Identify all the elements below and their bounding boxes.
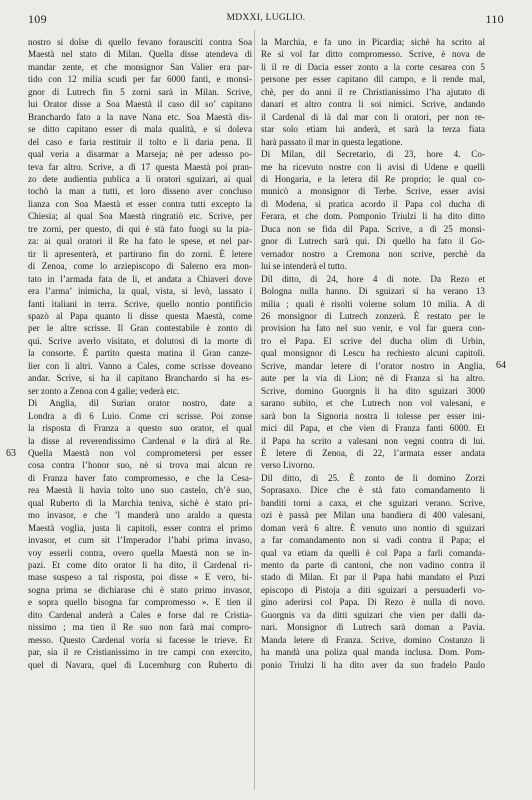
text-line: harà passato il mar in questa legatione. xyxy=(261,136,403,147)
text-line: mandar zente, et che monsignor San Valier era par- xyxy=(28,61,252,72)
column-divider xyxy=(254,30,255,790)
text-line: qual va etiam da quelli è col Papa a farli comanda- xyxy=(261,547,485,558)
right-page-number: 110 xyxy=(485,12,504,26)
text-line: teva far altro. Scrive, a dì 17 questa Maestà poi pran- xyxy=(28,161,252,172)
text-line: ponio Triulzi li ha dito aver da suo fradelo Paulo xyxy=(261,659,485,670)
text-line: il Cardenal di là dal mar con li oratori, per non re- xyxy=(261,111,485,122)
text-line: qual Ruberto di la Marchia teniva, sichè è stato pri- xyxy=(28,497,252,508)
text-line: ha mandà una poliza qual manda inclusa. Dom. Pom- xyxy=(261,647,485,658)
text-line: Ferara, et che dom. Pomponio Triulzi li ha dito ditto xyxy=(261,211,485,222)
text-line: sarà bon la Signoria nostra li tolesse per esser ini- xyxy=(261,410,485,421)
text-line: lui se intenderà el tutto. xyxy=(261,261,347,272)
text-line: tre zorni, per questo, di qui è stà fato fuogi su la pia- xyxy=(28,223,252,234)
text-line: li il re di Dacia esser zonto a la corte cesarea con 5 xyxy=(261,61,485,72)
text-line: municò a monsignor di Terbe. Scrive, esser avisi xyxy=(261,186,485,197)
text-line: Londra a dì 6 Luio. Come cri scrisse. Poi zonse xyxy=(28,410,252,421)
text-line: star solo etiam lui anderà, et sarà la terza fiata xyxy=(261,124,485,135)
text-line: vernador nostro a Cremona non scrive, perchè da xyxy=(261,248,485,259)
text-line: voy esserli contra, overo quella Maestà non se in- xyxy=(28,547,252,558)
running-head: MDXXI, LUGLIO. xyxy=(226,13,306,23)
text-line: mento da parte di cantoni, che non vadino contra il xyxy=(261,560,485,571)
text-line: nostro si dolse di quello fevano forausciti contra Soa xyxy=(28,37,252,47)
text-line: se ditto capitano esser di mala qualità, e si doleva xyxy=(28,124,252,135)
text-line: spazò al Papa quanto li disse questa Maestà, come xyxy=(28,310,252,321)
text-line: di Hongaria, e la letera dil Re proprio; le qual co- xyxy=(261,173,485,184)
text-line: invasor, et cum sit l’Imperador l’habi prima invaso, xyxy=(28,535,252,546)
text-line: tir li apresenterà, et partirano fin do zorni. È letere xyxy=(28,248,252,259)
text-line: mase suspeso a tal risposta, poi disse « E vero, bi- xyxy=(28,572,252,583)
text-line: Re si vol far ditto compromesso. Scrive, è nova de xyxy=(261,49,485,60)
text-line: tato in l’armada fata de li, et andata a Chiaveri dove xyxy=(28,273,252,284)
text-line: aute per la via di Lion; nè di Franza si ha altro. xyxy=(261,373,485,384)
right-column xyxy=(261,36,485,671)
left-column xyxy=(28,36,252,671)
text-line: per le altre scrisse. Il Gran contestabile è zonto di xyxy=(28,323,252,334)
text-line: tochò la man a tutti, et loro disseno aver concluso xyxy=(28,186,252,197)
text-line: Maestà voglia, justa li capitoli, esser contra el primo xyxy=(28,522,252,533)
text-line: nari. Monsignor di Lutrech sarà doman a Pavia. xyxy=(261,622,485,633)
text-line: ozi è passà per Milan una bandiera di 400 valesani, xyxy=(261,510,485,521)
text-line: sogna prima se dichiarase chi è stato primo invasor, xyxy=(28,584,252,595)
text-line: È letere di Zenoa, di 22, l’armata esser andata xyxy=(261,447,485,458)
text-line: Bologna nulla hanno. Di sguizari si ha verano 13 xyxy=(261,286,485,297)
text-line: 26 monsignor di Lutrech zonzerà. È restato per le xyxy=(261,310,485,321)
text-line: di Franza haver fato compromesso, e che la Cesa- xyxy=(28,472,252,483)
text-line: doman verà 6 altre. È venuto uno nontio di sguizari xyxy=(261,522,485,533)
text-line: di Zenoa, come lo arziepiscopo di Salerno era mon- xyxy=(28,261,252,272)
text-line: era l’arma’ inimicha, la qual, vista, si levò, lassato i xyxy=(28,286,252,297)
text-line: lui Orator disse a Soa Maestà il caso dil so’ capitano xyxy=(28,99,252,110)
text-line: e sopra quello bisogna far compromesso ». E tien il xyxy=(28,597,252,608)
text-line: mo invasor, e che ’l manderà uno araldo a questa xyxy=(28,510,252,521)
text-line: la Marchia, e fa uno in Picardia; sichè ha scrito al xyxy=(261,37,485,47)
text-line: par, sia il re Cristianissimo in tre campi con exercito, xyxy=(28,647,252,658)
text-line: gino aderirsi col Papa. Di Rezo è nulla di novo. xyxy=(261,597,485,608)
text-line: stado di Milan. Et par il Papa habi mandato el Puzi xyxy=(261,572,485,583)
text-line: ser zonto a Zenoa con 4 galie; vederà etc. xyxy=(28,385,180,396)
text-line: lianza con Soa Maestà et esser contra tutti excepto la xyxy=(28,198,252,209)
text-line: Maestà nel stato di Milan. Quella disse atendeva di xyxy=(28,49,252,60)
text-line: Dil ditto, di 25. È zonto de li domino Zorzi xyxy=(261,472,485,483)
text-line: cosa contra l’honor suo, nè si trova mai alcun re xyxy=(28,460,252,471)
text-line: persone per esser capitano dil campo, e li rende mal, xyxy=(261,74,485,85)
text-line: Di Milan, dil Secretario, di 23, hore 4. Co- xyxy=(261,149,485,160)
text-line: Branchardo fato a la nave Nana etc. Soa Maestà dis- xyxy=(28,111,252,122)
left-page-number: 109 xyxy=(28,12,47,26)
text-line: Guorgnis va da ditti sguizari che vien per dalli da- xyxy=(261,609,485,620)
text-line: episcopo di Pistoja a diti sguizari a persuaderli vo- xyxy=(261,584,485,595)
text-line: Scrive, mandar letere di l’orator nostro in Anglia, xyxy=(261,360,485,371)
page-header xyxy=(22,12,510,28)
text-line: la risposta di Franza a questo suo orator, el qual xyxy=(28,423,252,434)
text-line: il Papa ha scrito a valesani non vegni contra di lui. xyxy=(261,435,485,446)
text-line: Duca non se fida dil Papa. Scrive, a dì 25 monsi- xyxy=(261,223,485,234)
text-line: di Modena, si pratica acordo il Papa col ducha di xyxy=(261,198,485,209)
text-line: Di Anglia, dil Surian orator nostro, date a xyxy=(28,398,252,409)
text-line: milia ; quali è risolti volerne solum 10 milia. A dì xyxy=(261,298,485,309)
text-line: andar. Scrive, si ha il capitano Branchardo si ha es- xyxy=(28,373,252,384)
text-line: tro el Papa. El scrive del ducha olim di Urbin, xyxy=(261,335,485,346)
text-line: me ha ricevuto nostre con li avisi di Udene e quelli xyxy=(261,161,485,172)
text-line: qual monsignor di Lescu ha rechiesto alcuni capitoli. xyxy=(261,348,485,359)
margin-note-right: 64 xyxy=(496,360,506,371)
margin-note-left: 63 xyxy=(6,448,16,459)
text-line: pazi. Et come dito orator li ha dito, il Cardenal ri- xyxy=(28,560,252,571)
text-line: chè, per do anni il re Christianissimo l’ha ajutato di xyxy=(261,86,485,97)
text-line: gnor di Lutrech sarà qui. Di quello ha fato il Go- xyxy=(261,236,485,247)
text-line: tido con 12 milia scudi per far 6000 fanti, e monsi- xyxy=(28,74,252,85)
text-line: qui. Scrive averlo visitato, et dolutosi di la morte di xyxy=(28,335,252,346)
text-line: dito Cardenal anderà a Cales e forse dal re Cristia- xyxy=(28,609,252,620)
text-line: Dil ditto, di 24, hore 4 di note. Da Rezo et xyxy=(261,273,485,284)
text-line: rea Maestà li havia tolto uno suo castelo, ch’è suo, xyxy=(28,485,252,496)
text-line: fanti italiani in terra. Scrive, quello nontio pontificio xyxy=(28,298,252,309)
text-line: sarano subito, et che Lutrech non vol valesani, e xyxy=(261,398,485,409)
text-line: zo dete audientia publica a li oratori sguizari, ai qual xyxy=(28,173,252,184)
text-line: Manda letere di Franza. Scrive, domino Costanzo li xyxy=(261,634,485,645)
text-line: Quella Maestà non vol comprometersi per esser xyxy=(28,447,252,458)
text-line: nissimo ; ma tien il Re suo non farà mai compro- xyxy=(28,622,252,633)
text-line: mici dil Papa, et che vien di Franza fanti 6000. Et xyxy=(261,423,485,434)
text-line: gnor di Lutrech fin 5 zorni sarà in Milan. Scrive, xyxy=(28,86,252,97)
text-line: Scrive, domino Guorgnis li ha dito sguizari 3000 xyxy=(261,385,485,396)
text-line: danari et altro contra li soi nimici. Scrive, andando xyxy=(261,99,485,110)
text-line: del caso e faria restituir il tolto e li daria pena. Il xyxy=(28,136,252,147)
text-line: la consorte. È partito questa matina il Gran canze- xyxy=(28,348,252,359)
text-line: za: ai qual oratori il Re ha fato le spese, et nel par- xyxy=(28,236,252,247)
text-line: messo. Questo Cardenal voria si facesse le trieve. Et xyxy=(28,634,252,645)
text-line: qual veria a disarmar a Marseja; nè per adesso po- xyxy=(28,149,252,160)
text-line: banditi torni a caxa, et che sguizari verano. Scrive, xyxy=(261,497,485,508)
text-line: Soprasaxo. Dice che è stà fato comandamento li xyxy=(261,485,485,496)
text-line: verso Livorno. xyxy=(261,460,315,471)
text-line: la disse al reverendissimo Cardenal e la dirà al Re. xyxy=(28,435,252,446)
text-line: provision ha fato nel suo venir, e vol far guera con- xyxy=(261,323,485,334)
text-line: Chiesia; al qual Soa Maestà ringratiò etc. Scrive, per xyxy=(28,211,252,222)
text-line: lier con li altri. Vanno a Cales, come scrisse doveano xyxy=(28,360,252,371)
text-line: a far comandamento non si vadi contra il Papa; el xyxy=(261,535,485,546)
text-line: quel di Navara, quel di Lucemburg con Ruberto di xyxy=(28,659,252,670)
